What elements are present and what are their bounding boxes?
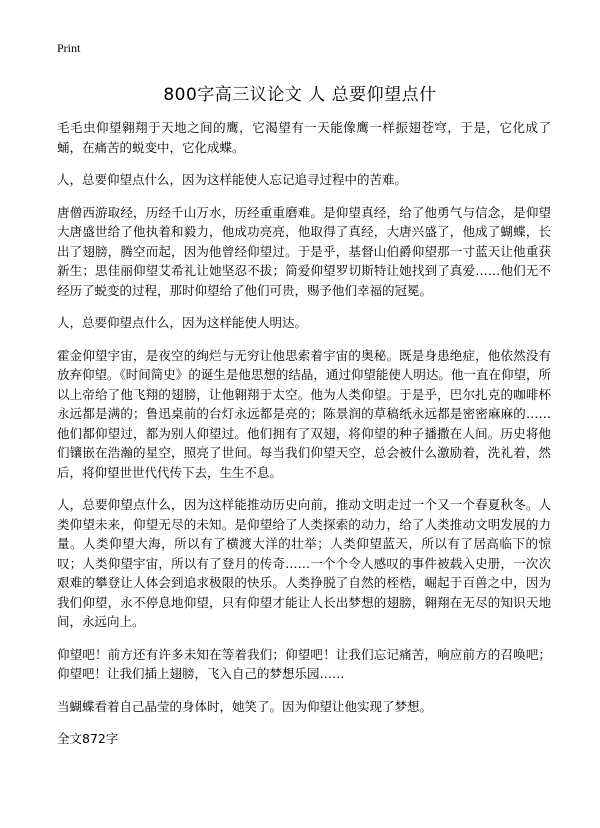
paragraph-6: 人，总要仰望点什么，因为这样能推动历史向前，推动文明走过一个又一个春夏秋冬。人类仰望未来，仰望无尽的未知。是仰望给了人类探索的动力，给了人类推动文明发展的力量。人类仰望大海，所以有了横渡大洋的壮举；人类仰望蓝天，所以有了居高临下的惊叹；人类仰望宇宙，所以有了登月的传奇……一个个令人感叹的事件被载入史册，一次次艰难的攀登让人体会到追求极限的快乐。人类挣脱了自然的桎梏，崛起于百兽之中，因为我们仰望，永不停息地仰望，只有仰望才能让人长出梦想的翅膀，翱翔在无尽的知识天地间，永远向上。 <box>57 497 551 629</box>
article-body <box>57 118 551 749</box>
paragraph-7: 仰望吧！前方还有许多未知在等着我们；仰望吧！让我们忘记痛苦，响应前方的召唤吧；仰望吧！让我们插上翅膀，飞入自己的梦想乐园…… <box>57 646 551 681</box>
paragraph-4: 人，总要仰望点什么，因为这样能使人明达。 <box>57 315 308 330</box>
paragraph-1: 毛毛虫仰望翱翔于天地之间的鹰，它渴望有一天能像鹰一样振翅苍穹，于是，它化成了蛹，在痛苦的蜕变中，它化成蝶。 <box>57 120 551 155</box>
print-link[interactable]: Print <box>57 41 81 55</box>
page-title: 800字高三议论文 人 总要仰望点什 <box>163 85 437 105</box>
word-count: 全文872字 <box>57 731 119 746</box>
paragraph-3: 唐僧西游取经，历经千山万水，历经重重磨难。是仰望真经，给了他勇气与信念，是仰望大唐盛世给了他执着和毅力，他成功亮亮，他取得了真经，大唐兴盛了，他成了蝴蝶，长出了翅膀，腾空而起，因为他曾经仰望过。于是乎，基督山伯爵仰望那一寸蓝天让他重获新生；思佳丽仰望艾希礼让她坚忍不拔；简爱仰望罗切斯特让她找到了真爱……他们无不经历了蜕变的过程，那时仰望给了他们可贵，赐予他们幸福的冠冕。 <box>57 204 551 298</box>
paragraph-5: 霍金仰望宇宙，是夜空的绚烂与无穷让他思索着宇宙的奥秘。既是身患绝症，他依然没有放弃仰望。《时间简史》的诞生是他思想的结晶，通过仰望能使人明达。他一直在仰望，所以上帝给了他飞翔的翅膀，让他翱翔于太空。他为人类仰望。于是乎，巴尔扎克的咖啡杯永远都是满的；鲁迅桌前的台灯永远都是亮的；陈景润的草稿纸永远都是密密麻麻的……他们都仰望过，都为别人仰望过。他们拥有了双翅，将仰望的种子播撒在人间。历史将他们镶嵌在浩瀚的星空，照亮了世间。每当我们仰望天空，总会被什么激励着，洗礼着，然后，将仰望世世代代传下去，生生不息。 <box>57 347 551 480</box>
paragraph-8: 当蝴蝶看着自己晶莹的身体时，她笑了。因为仰望让他实现了梦想。 <box>57 698 433 714</box>
paragraph-2: 人，总要仰望点什么，因为这样能使人忘记追寻过程中的苦难。 <box>57 172 408 187</box>
